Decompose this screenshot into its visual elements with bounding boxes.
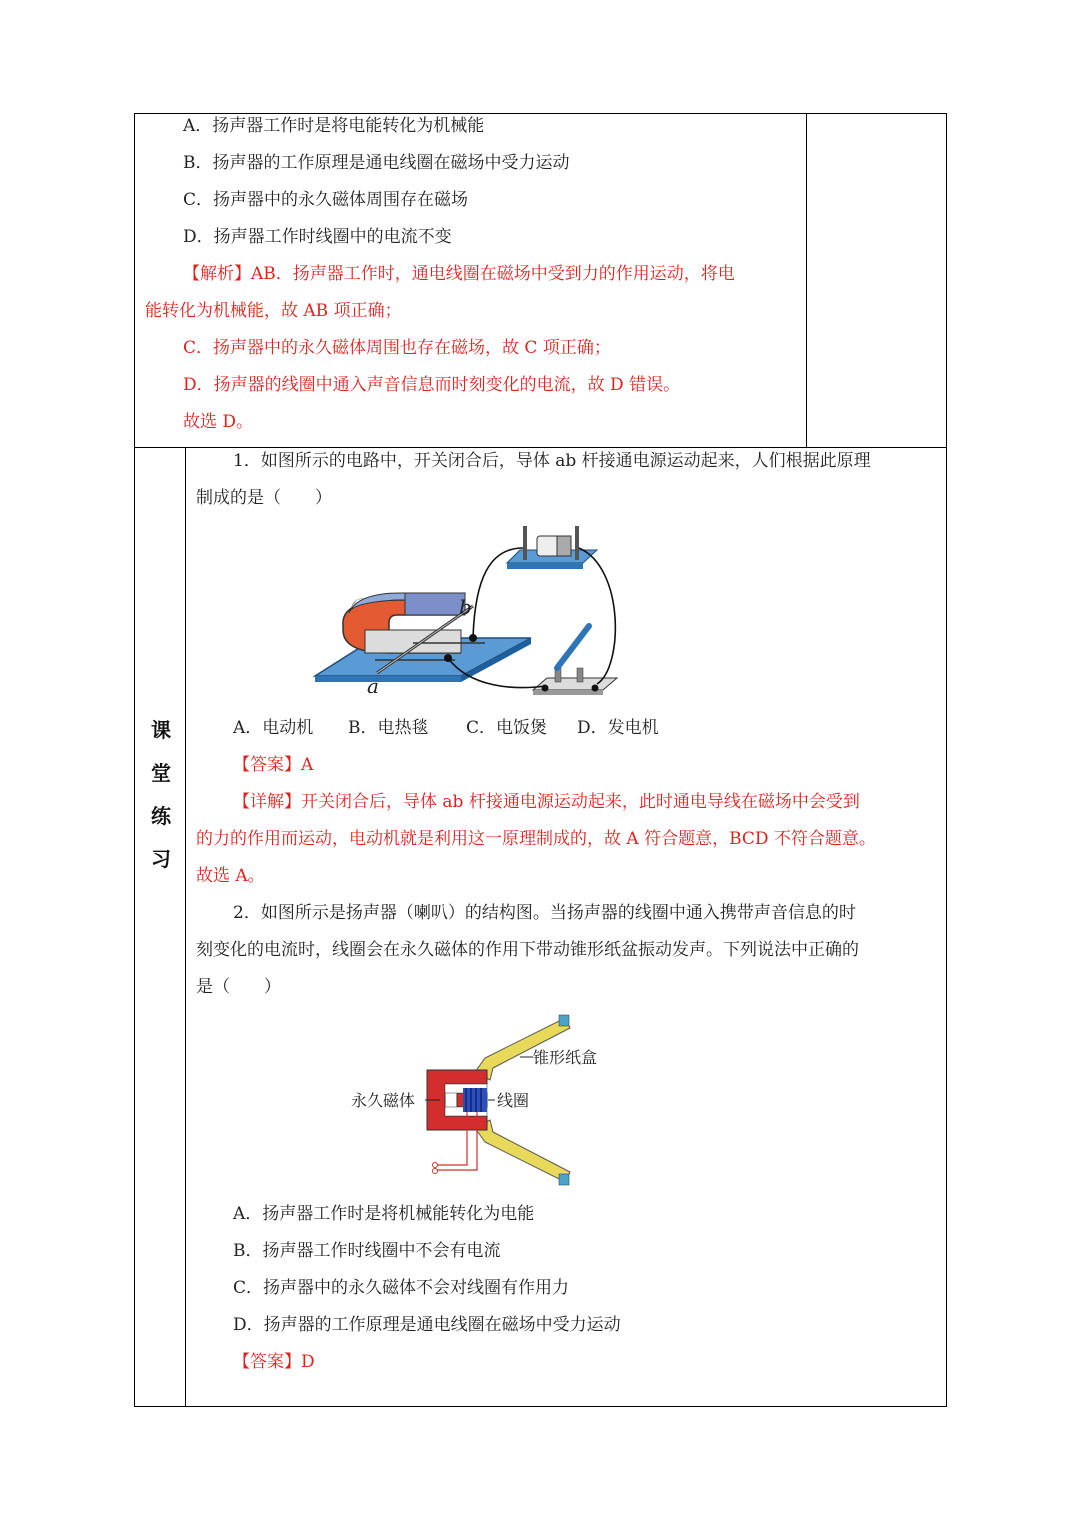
q1-circuit-figure [305, 518, 625, 698]
q1-detail-line1: 【详解】开关闭合后，导体 ab 杆接通电源运动起来，此时通电导线在磁场中会受到 [233, 792, 860, 812]
q2-option-d: D．扬声器的工作原理是通电线圈在磁场中受力运动 [233, 1315, 621, 1335]
side-label-char-3: 练 [151, 804, 171, 828]
q1-option-a: A．电动机 [233, 718, 314, 738]
q2-option-c: C．扬声器中的永久磁体不会对线圈有作用力 [233, 1278, 570, 1298]
top-analysis-line2: 能转化为机械能，故 AB 项正确； [145, 301, 402, 321]
q2-option-b: B．扬声器工作时线圈中不会有电流 [233, 1241, 501, 1261]
label-cone: 锥形纸盒 [533, 1048, 598, 1067]
top-option-b: B．扬声器的工作原理是通电线圈在磁场中受力运动 [183, 153, 570, 173]
switch-lever [557, 626, 589, 668]
table-border-right [946, 113, 947, 1407]
top-option-c: C．扬声器中的永久磁体周围存在磁场 [183, 190, 469, 210]
q2-speaker-figure [345, 1010, 625, 1190]
top-option-a: A．扬声器工作时是将电能转化为机械能 [183, 116, 485, 136]
table-border-left [134, 113, 135, 1407]
q2-stem-line3: 是（ ） [196, 977, 281, 997]
side-label-char-4: 习 [151, 847, 171, 871]
q1-detail-line2: 的力的作用而运动，电动机就是利用这一原理制成的，故 A 符合题意，BCD 不符合题意。 [196, 829, 876, 849]
q1-answer: 【答案】A [233, 755, 314, 775]
voice-coil [463, 1088, 487, 1112]
q2-stem-line1: 2．如图所示是扬声器（喇叭）的结构图。当扬声器的线圈中通入携带声音信息的时 [233, 903, 856, 923]
q1-option-b: B．电热毯 [348, 718, 429, 738]
top-analysis-c: C．扬声器中的永久磁体周围也存在磁场，故 C 项正确； [183, 338, 611, 358]
label-magnet: 永久磁体 [351, 1091, 416, 1110]
table-border-bottom [134, 1406, 947, 1407]
side-column-divider [185, 447, 186, 1406]
q2-stem-line2: 刻变化的电流时，线圈会在永久磁体的作用下带动锥形纸盆振动发声。下列说法中正确的 [196, 940, 859, 960]
q1-option-c: C．电饭煲 [466, 718, 548, 738]
top-conclusion: 故选 D。 [183, 412, 254, 432]
q1-detail-line3: 故选 A。 [196, 866, 265, 886]
side-label-char-2: 堂 [151, 761, 171, 785]
top-right-column-divider [806, 113, 807, 447]
label-coil: 线圈 [497, 1091, 530, 1110]
q1-stem-line1: 1．如图所示的电路中，开关闭合后，导体 ab 杆接通电源运动起来，人们根据此原理 [233, 451, 871, 471]
top-option-d: D．扬声器工作时线圈中的电流不变 [183, 227, 452, 247]
row-divider [134, 447, 947, 448]
label-a: a [367, 674, 379, 698]
q2-answer: 【答案】D [233, 1352, 315, 1372]
q1-stem-line2: 制成的是（ ） [196, 488, 332, 508]
speaker-cone-bottom [475, 1120, 570, 1182]
side-label-char-1: 课 [151, 718, 171, 742]
q2-option-a: A．扬声器工作时是将机械能转化为电能 [233, 1204, 535, 1224]
table-border-top [134, 113, 947, 114]
q1-option-d: D．发电机 [577, 718, 659, 738]
top-analysis-line1: 【解析】AB．扬声器工作时，通电线圈在磁场中受到力的作用运动，将电 [183, 264, 735, 284]
top-analysis-d: D．扬声器的线圈中通入声音信息而时刻变化的电流，故 D 错误。 [183, 375, 681, 395]
label-b: b [459, 595, 472, 619]
